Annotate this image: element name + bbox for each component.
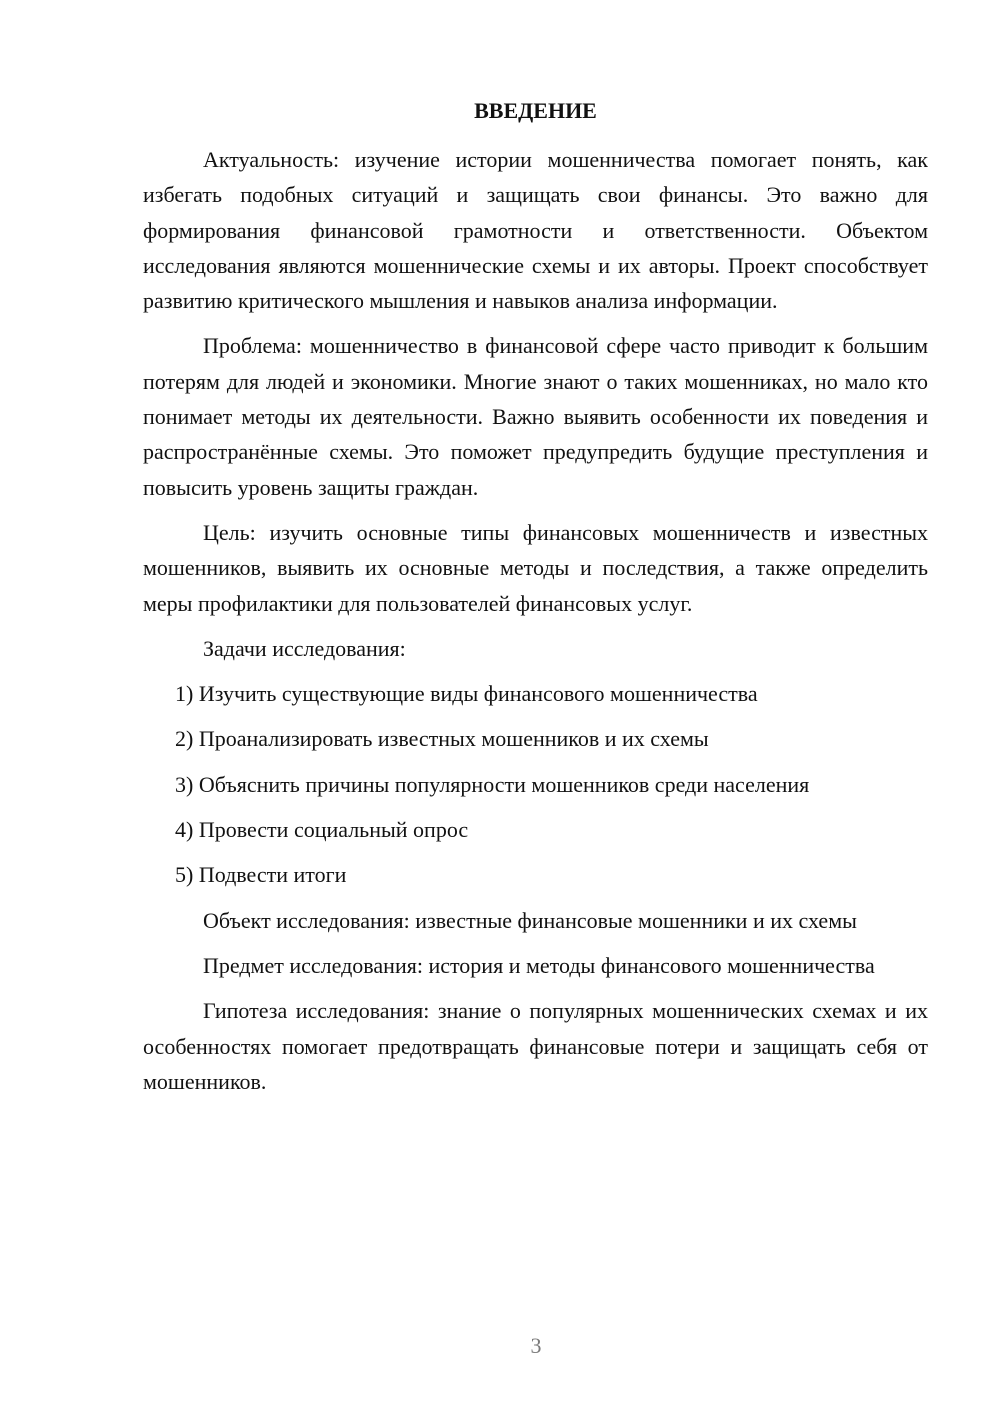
paragraph-problem: Проблема: мошенничество в финансовой сфере часто приводит к большим потерям для людей и экономики. Многие знают о таких мошенниках, но мало кто понимает методы их деятельности. Важно выявить особенности их поведения и распространённые схемы. Это поможет предупредить будущие преступления и повысить уровень защиты граждан.	[143, 333, 928, 500]
document-body	[143, 142, 928, 1099]
paragraph-tasks-intro: Задачи исследования:	[203, 635, 406, 661]
list-item-task-3: 3) Объяснить причины популярности мошенников среди населения	[175, 771, 810, 797]
list-item-task-2: 2) Проанализировать известных мошенников и их схемы	[175, 726, 709, 752]
paragraph-goal: Цель: изучить основные типы финансовых мошенничеств и известных мошенников, выявить их основные методы и последствия, а также определить меры профилактики для пользователей финансовых услуг.	[143, 519, 928, 616]
paragraph-object: Объект исследования: известные финансовые мошенники и их схемы	[203, 907, 857, 933]
page-number: 3	[530, 1333, 542, 1358]
page-title: ВВЕДЕНИЕ	[474, 98, 597, 123]
list-item-task-1: 1) Изучить существующие виды финансового мошенничества	[175, 681, 758, 707]
paragraph-relevance: Актуальность: изучение истории мошенничества помогает понять, как избегать подобных ситуаций и защищать свои финансы. Это важно для формирования финансовой грамотности и ответственности. Объектом исследования являются мошеннические схемы и их авторы. Проект способствует развитию критического мышления и навыков анализа информации.	[143, 147, 928, 314]
paragraph-hypothesis: Гипотеза исследования: знание о популярных мошеннических схемах и их особенностях помогает предотвращать финансовые потери и защищать себя от мошенников.	[143, 998, 928, 1094]
tasks-list	[143, 676, 928, 892]
paragraph-subject: Предмет исследования: история и методы финансового мошенничества	[203, 952, 875, 978]
list-item-task-5: 5) Подвести итоги	[175, 862, 347, 888]
list-item-task-4: 4) Провести социальный опрос	[175, 817, 469, 843]
